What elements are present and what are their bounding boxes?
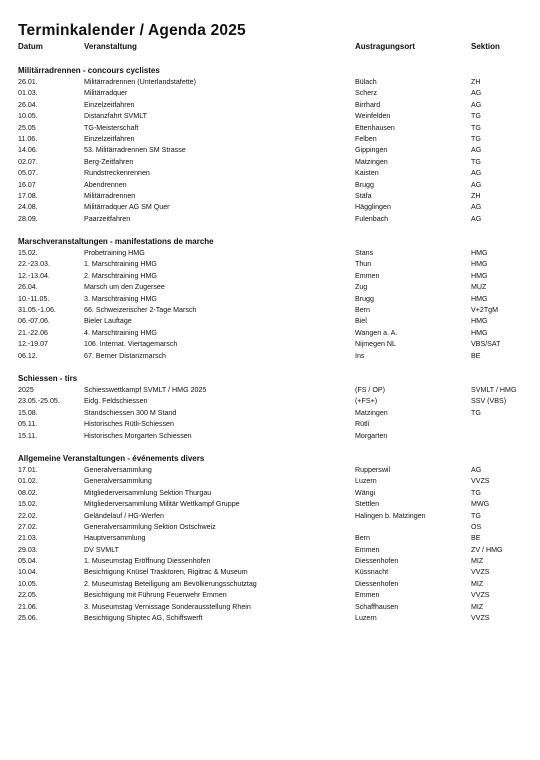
section-block <box>18 453 528 624</box>
cell-datum: 21.-22.06 <box>18 328 48 337</box>
cell-sektion: SSV (VBS) <box>471 397 507 406</box>
cell-austragungsort: Biel <box>355 317 367 326</box>
table-row <box>18 134 528 145</box>
table-row <box>18 545 528 556</box>
cell-austragungsort: Gippingen <box>355 146 388 155</box>
table-row <box>18 168 528 179</box>
agenda-document <box>18 22 528 624</box>
cell-sektion: MIZ <box>471 557 484 566</box>
table-row <box>18 294 528 305</box>
cell-sektion: TG <box>471 511 481 520</box>
table-row <box>18 282 528 293</box>
table-row <box>18 271 528 282</box>
cell-veranstaltung: Schiesswettkampf SVMLT / HMG 2025 <box>84 385 207 394</box>
cell-sektion: MUZ <box>471 283 487 292</box>
cell-datum: 10.05. <box>18 579 38 588</box>
cell-austragungsort: Stettlen <box>355 500 380 509</box>
cell-veranstaltung: DV SVMLT <box>84 545 119 554</box>
cell-veranstaltung: Generalversammlung Sektion Ostschweiz <box>84 522 216 531</box>
table-row <box>18 556 528 567</box>
cell-veranstaltung: Besichtigung Shiptec AG, Schiffswerft <box>84 614 203 623</box>
table-row <box>18 191 528 202</box>
cell-austragungsort: Halingen b. Matzingen <box>355 511 426 520</box>
cell-datum: 17.08. <box>18 191 38 200</box>
cell-sektion: TG <box>471 112 481 121</box>
cell-sektion: TG <box>471 134 481 143</box>
cell-sektion: HMG <box>471 260 488 269</box>
cell-datum: 01.02. <box>18 477 38 486</box>
cell-datum: 2025 <box>18 385 34 394</box>
cell-austragungsort: Scherz <box>355 89 378 98</box>
cell-austragungsort: Rütli <box>355 420 370 429</box>
cell-austragungsort: Emmen <box>355 591 380 600</box>
cell-austragungsort: (FS / OP) <box>355 385 385 394</box>
cell-veranstaltung: Generalversammlung <box>84 477 152 486</box>
table-row <box>18 408 528 419</box>
cell-sektion: AG <box>471 203 482 212</box>
header-veranstaltung: Veranstaltung <box>84 42 137 51</box>
cell-veranstaltung: Militärradquer AG SM Quer <box>84 203 170 212</box>
cell-veranstaltung: Probetraining HMG <box>84 249 145 258</box>
cell-sektion: VBS/SAT <box>471 340 501 349</box>
cell-veranstaltung: 3. Marschtraining HMG <box>84 294 157 303</box>
cell-veranstaltung: 53. Militärradrennen SM Strasse <box>84 146 186 155</box>
table-row <box>18 511 528 522</box>
table-row <box>18 488 528 499</box>
header-sektion: Sektion <box>471 42 500 51</box>
table-row <box>18 499 528 510</box>
cell-veranstaltung: 1. Museumstag Eröffnung Diessenhofen <box>84 557 211 566</box>
cell-veranstaltung: Standschiessen 300 M Stand <box>84 408 177 417</box>
cell-datum: 10.-11.05. <box>18 294 50 303</box>
table-row <box>18 259 528 270</box>
table-row <box>18 613 528 624</box>
cell-austragungsort: Hägglingen <box>355 203 391 212</box>
cell-datum: 05.11. <box>18 420 38 429</box>
cell-sektion: AG <box>471 89 482 98</box>
cell-veranstaltung: 66. Schweizerischer 2-Tage Marsch <box>84 306 197 315</box>
cell-datum: 26.04. <box>18 283 38 292</box>
cell-sektion: BE <box>471 351 481 360</box>
cell-veranstaltung: Eidg. Feldschiessen <box>84 397 148 406</box>
table-row <box>18 351 528 362</box>
cell-datum: 29.03. <box>18 545 38 554</box>
cell-veranstaltung: 67. Berner Distanzmarsch <box>84 351 167 360</box>
cell-austragungsort: Bern <box>355 534 370 543</box>
page-title: Terminkalender / Agenda 2025 <box>18 22 246 39</box>
cell-datum: 28.09. <box>18 214 38 223</box>
section-title: Militärradrennen - concours cyclistes <box>18 66 160 75</box>
cell-datum: 21.06. <box>18 602 38 611</box>
table-row <box>18 602 528 613</box>
cell-veranstaltung: 2. Museumstag Beteiligung am Bevölkerungsschutztag <box>84 579 257 588</box>
cell-veranstaltung: Militärradrennen (Unterlandstafette) <box>84 78 196 86</box>
cell-sektion: HMG <box>471 328 488 337</box>
cell-veranstaltung: Mitgliederversammlung Sektion Thurgau <box>84 488 212 497</box>
section-title: Schiessen - tirs <box>18 373 78 383</box>
table-row <box>18 431 528 442</box>
table-row <box>18 145 528 156</box>
cell-sektion: VVZS <box>471 591 490 600</box>
cell-veranstaltung: Historisches Morgarten Schiessen <box>84 431 192 440</box>
cell-sektion: SVMLT / HMG <box>471 385 517 394</box>
section-block <box>18 236 528 362</box>
section-title: Marschveranstaltungen - manifestations de marche <box>18 237 214 247</box>
table-row <box>18 77 528 88</box>
cell-datum: 06.12. <box>18 351 38 360</box>
cell-veranstaltung: 106. Internat. Viertagemarsch <box>84 340 178 349</box>
cell-sektion: BE <box>471 534 481 543</box>
cell-austragungsort: Luzern <box>355 477 377 486</box>
cell-sektion: HMG <box>471 249 488 258</box>
table-row <box>18 590 528 601</box>
table-row <box>18 100 528 111</box>
section-block <box>18 65 528 225</box>
cell-datum: 22.02. <box>18 511 38 520</box>
cell-datum: 12.-13.04. <box>18 271 50 280</box>
table-row <box>18 111 528 122</box>
cell-veranstaltung: 4. Marschtraining HMG <box>84 328 157 337</box>
cell-veranstaltung: 2. Marschtraining HMG <box>84 271 157 280</box>
cell-austragungsort: Kaisten <box>355 169 379 178</box>
cell-austragungsort: Bülach <box>355 78 377 86</box>
cell-datum: 08.02. <box>18 488 38 497</box>
table-row <box>18 476 528 487</box>
cell-datum: 16.07 <box>18 180 36 189</box>
cell-sektion: AG <box>471 180 482 189</box>
cell-datum: 15.11. <box>18 431 38 440</box>
cell-datum: 06.-07.06. <box>18 317 50 326</box>
cell-veranstaltung: Hauptversammlung <box>84 534 146 543</box>
section-title: Allgemeine Veranstaltungen - événements divers <box>18 453 205 463</box>
cell-austragungsort: Ettenhausen <box>355 123 395 132</box>
cell-datum: 05.07. <box>18 169 38 178</box>
cell-datum: 12.-19.07 <box>18 340 48 349</box>
table-row <box>18 396 528 407</box>
cell-veranstaltung: Mitgliederversammlung Militär Wettkampf Gruppe <box>84 500 240 509</box>
table-row <box>18 316 528 327</box>
cell-austragungsort: Wängi <box>355 488 376 497</box>
cell-veranstaltung: Militärradrennen <box>84 191 136 200</box>
cell-austragungsort: Diessenhofen <box>355 557 399 566</box>
cell-datum: 11.06. <box>18 134 38 143</box>
cell-sektion: ZH <box>471 191 481 200</box>
cell-sektion: AG <box>471 169 482 178</box>
column-header-row <box>18 41 528 53</box>
cell-veranstaltung: Geländelauf / HG-Werfen <box>84 511 164 520</box>
cell-sektion: HMG <box>471 317 488 326</box>
cell-sektion: OS <box>471 522 482 531</box>
cell-sektion: ZH <box>471 78 481 86</box>
cell-datum: 14.06. <box>18 146 38 155</box>
table-row <box>18 180 528 191</box>
cell-datum: 26.04. <box>18 100 38 109</box>
cell-veranstaltung: Marsch um den Zugersee <box>84 283 165 292</box>
cell-austragungsort: Morgarten <box>355 431 388 440</box>
cell-sektion: TG <box>471 408 481 417</box>
cell-veranstaltung: Berg-Zeitfahren <box>84 157 134 166</box>
cell-datum: 21.03. <box>18 534 38 543</box>
cell-sektion: AG <box>471 465 482 474</box>
table-row <box>18 305 528 316</box>
cell-sektion: AG <box>471 100 482 109</box>
table-row <box>18 339 528 350</box>
cell-sektion: VVZS <box>471 568 490 577</box>
cell-austragungsort: Nijmegen NL <box>355 340 397 349</box>
cell-veranstaltung: Distanzfahrt SVMLT <box>84 112 147 121</box>
cell-austragungsort: Matzingen <box>355 408 388 417</box>
table-row <box>18 419 528 430</box>
cell-datum: 27.02. <box>18 522 38 531</box>
cell-austragungsort: Matzingen <box>355 157 388 166</box>
cell-datum: 22.-23.03. <box>18 260 50 269</box>
cell-datum: 26.01. <box>18 78 38 86</box>
cell-veranstaltung: Paarzeitfahren <box>84 214 131 223</box>
cell-austragungsort: Thun <box>355 260 372 269</box>
cell-sektion: TG <box>471 157 481 166</box>
cell-austragungsort: Birrhard <box>355 100 381 109</box>
cell-austragungsort: Emmen <box>355 545 380 554</box>
cell-datum: 10.05. <box>18 112 38 121</box>
cell-sektion: HMG <box>471 294 488 303</box>
table-row <box>18 567 528 578</box>
cell-veranstaltung: Einzelzeitfahren <box>84 134 135 143</box>
cell-austragungsort: Stans <box>355 249 374 258</box>
cell-sektion: ZV / HMG <box>471 545 503 554</box>
cell-sektion: MIZ <box>471 602 484 611</box>
table-row <box>18 202 528 213</box>
cell-austragungsort: Fulenbach <box>355 214 389 223</box>
cell-veranstaltung: 3. Museumstag Vernissage Sonderausstellung Rhein <box>84 602 251 611</box>
table-row <box>18 88 528 99</box>
table-row <box>18 579 528 590</box>
cell-austragungsort: Zug <box>355 283 368 292</box>
cell-sektion: TG <box>471 123 481 132</box>
cell-veranstaltung: Bieler Lauftage <box>84 317 132 326</box>
sections-container <box>18 65 528 624</box>
cell-veranstaltung: Militärradquer <box>84 89 128 98</box>
cell-sektion: V+2TgM <box>471 306 499 315</box>
cell-datum: 10.04. <box>18 568 38 577</box>
cell-veranstaltung: 1. Marschtraining HMG <box>84 260 157 269</box>
cell-sektion: AG <box>471 214 482 223</box>
cell-austragungsort: Rupperswil <box>355 465 391 474</box>
cell-datum: 25.05 <box>18 123 36 132</box>
header-datum: Datum <box>18 42 43 51</box>
cell-sektion: VVZS <box>471 477 490 486</box>
cell-austragungsort: Diessenhofen <box>355 579 399 588</box>
table-row <box>18 214 528 225</box>
cell-sektion: MWG <box>471 500 490 509</box>
cell-veranstaltung: Rundstreckenrennen <box>84 169 150 178</box>
header-austragungsort: Austragungsort <box>355 42 415 51</box>
table-row <box>18 522 528 533</box>
cell-austragungsort: Schaffhausen <box>355 602 399 611</box>
cell-veranstaltung: Einzelzeitfahren <box>84 100 135 109</box>
cell-sektion: TG <box>471 488 481 497</box>
cell-austragungsort: Luzern <box>355 614 377 623</box>
cell-datum: 01.03. <box>18 89 38 98</box>
cell-datum: 25.06. <box>18 614 38 623</box>
cell-datum: 15.02. <box>18 249 38 258</box>
cell-austragungsort: Küssnacht <box>355 568 389 577</box>
cell-austragungsort: Bern <box>355 306 370 315</box>
cell-austragungsort: Felben <box>355 134 377 143</box>
cell-sektion: HMG <box>471 271 488 280</box>
cell-sektion: MIZ <box>471 579 484 588</box>
table-row <box>18 328 528 339</box>
cell-datum: 17.01. <box>18 465 38 474</box>
table-row <box>18 533 528 544</box>
cell-veranstaltung: Abendrennen <box>84 180 127 189</box>
table-row <box>18 157 528 168</box>
cell-veranstaltung: Besichtigung Knüsel Trasktoren, Rigitrac & Museum <box>84 568 248 577</box>
cell-datum: 22.05. <box>18 591 38 600</box>
cell-veranstaltung: Historisches Rütli-Schiessen <box>84 420 174 429</box>
cell-austragungsort: Stäfa <box>355 191 372 200</box>
cell-sektion: VVZS <box>471 614 490 623</box>
cell-datum: 24.08. <box>18 203 38 212</box>
cell-austragungsort: Weinfelden <box>355 112 391 121</box>
cell-austragungsort: Brugg <box>355 180 374 189</box>
cell-datum: 31.05.-1.06. <box>18 306 56 315</box>
cell-veranstaltung: Besichtigung mit Führung Feuerwehr Emmen <box>84 591 227 600</box>
cell-austragungsort: Brugg <box>355 294 374 303</box>
cell-datum: 15.02. <box>18 500 38 509</box>
table-row <box>18 465 528 476</box>
cell-austragungsort: Ins <box>355 351 365 360</box>
cell-sektion: AG <box>471 146 482 155</box>
section-block <box>18 373 528 442</box>
table-row <box>18 248 528 259</box>
cell-datum: 02.07. <box>18 157 38 166</box>
cell-austragungsort: Emmen <box>355 271 380 280</box>
cell-veranstaltung: Generalversammlung <box>84 465 152 474</box>
cell-veranstaltung: TG-Meisterschaft <box>84 123 139 132</box>
cell-datum: 05.04. <box>18 557 38 566</box>
cell-datum: 23.05.-25.05. <box>18 397 60 406</box>
table-row <box>18 123 528 134</box>
cell-austragungsort: (+FS+) <box>355 397 378 406</box>
cell-datum: 15.08. <box>18 408 38 417</box>
table-row <box>18 385 528 396</box>
cell-austragungsort: Wangen a. A. <box>355 328 398 337</box>
